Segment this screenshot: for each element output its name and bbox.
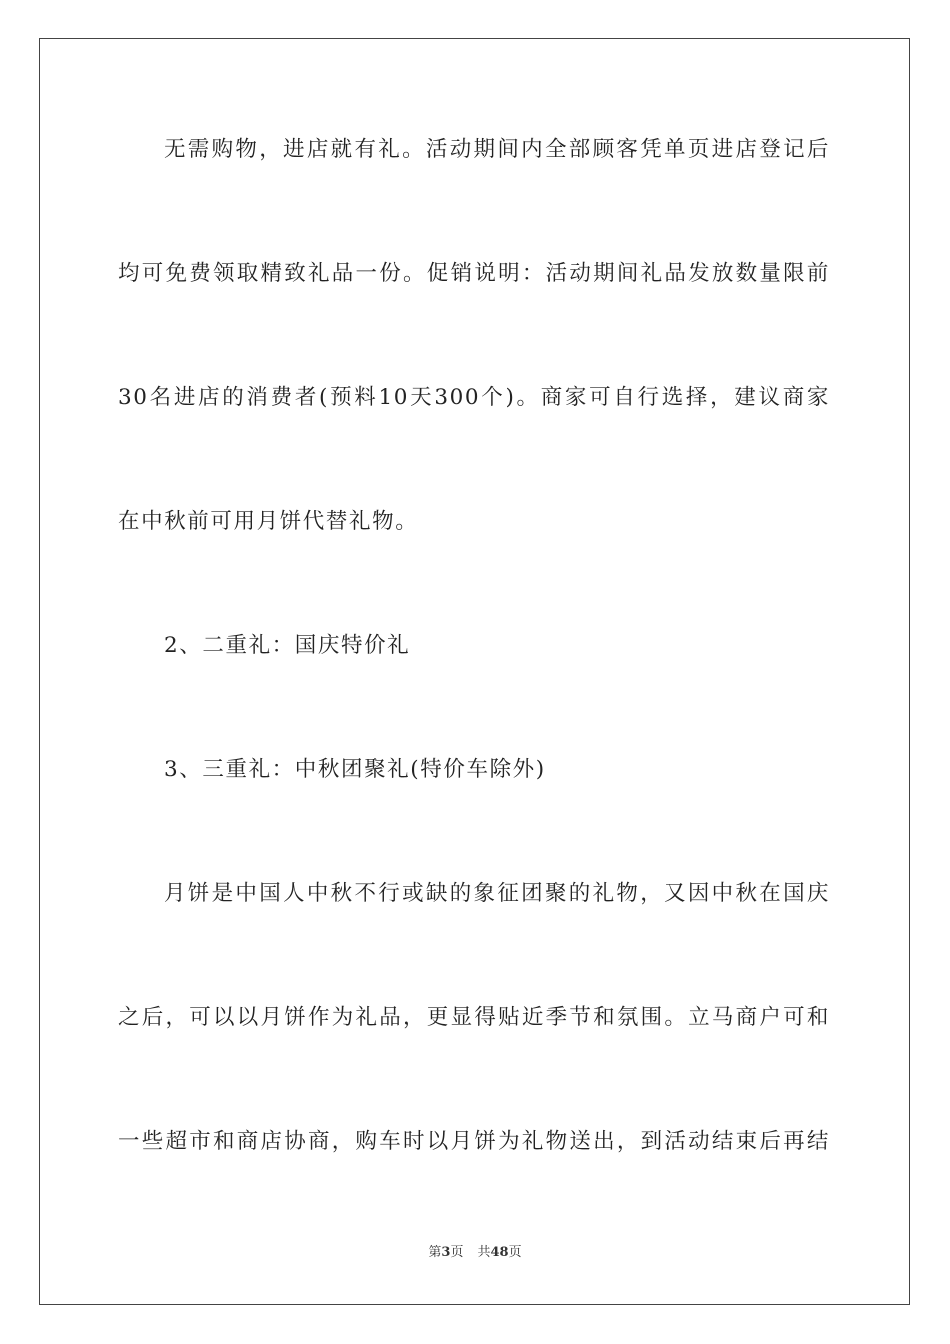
total-suffix: 页: [508, 1245, 522, 1260]
page-prefix: 第: [428, 1245, 442, 1260]
list-item-2: 2、二重礼：国庆特价礼: [164, 633, 411, 658]
page-border: [39, 38, 910, 1305]
paragraph-line-7: 一些超市和商店协商，购车时以月饼为礼物送出，到活动结束后再结: [118, 1129, 830, 1154]
paragraph-line-1: 无需购物，进店就有礼。活动期间内全部顾客凭单页进店登记后: [164, 137, 830, 162]
total-pages: 48: [490, 1245, 509, 1260]
paragraph-line-2: 均可免费领取精致礼品一份。促销说明：活动期间礼品发放数量限前: [118, 261, 830, 286]
page-footer: [0, 1245, 950, 1261]
list-item-3: 3、三重礼：中秋团聚礼(特价车除外): [164, 757, 546, 782]
paragraph-line-5: 月饼是中国人中秋不行或缺的象征团聚的礼物，又因中秋在国庆: [164, 881, 830, 906]
paragraph-line-3: 30名进店的消费者(预料10天300个)。商家可自行选择，建议商家: [118, 385, 830, 410]
page-suffix: 页: [450, 1245, 464, 1260]
paragraph-line-6: 之后，可以以月饼作为礼品，更显得贴近季节和氛围。立马商户可和: [118, 1005, 830, 1030]
total-prefix: 共: [477, 1245, 491, 1260]
paragraph-line-4: 在中秋前可用月饼代替礼物。: [118, 509, 419, 534]
page-number: 3: [441, 1245, 451, 1260]
